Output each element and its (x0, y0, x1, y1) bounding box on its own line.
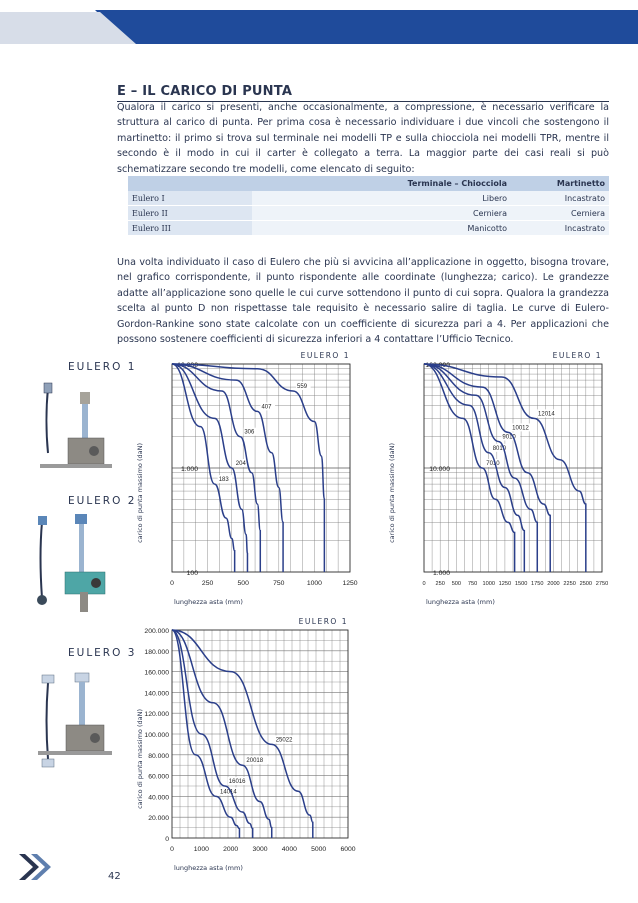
table-cell: Cerniera (252, 206, 511, 221)
eulero-3-label: EULERO 3 (68, 647, 137, 659)
y-tick-label: 1.000 (180, 466, 198, 473)
y-tick-label: 200.000 (144, 628, 169, 635)
y-tick-label: 0 (165, 836, 169, 843)
series-label: 12014 (538, 411, 555, 418)
chart-title: EULERO 1 (552, 351, 602, 360)
x-tick-label: 750 (273, 580, 285, 587)
x-tick-label: 2250 (563, 581, 576, 587)
x-tick-label: 750 (467, 581, 478, 587)
y-tick-label: 60.000 (148, 773, 169, 781)
section-title: E – IL CARICO DI PUNTA (117, 84, 293, 99)
body-paragraph: Una volta individuato il caso di Eulero che più si avvicina all’applicazione in oggetto, bisogna trovare, nel grafico corrispondente, il punto rispondente alle coordinate (lunghezza; carico). Le grandezze adatte all’applicazione sono quelle le cui curve sottendono il punto di cui sopra. Qualora la grandezza scelta al punto D non rispettasse tale requisito è necessario salire di taglia. Le curve di Eulero-Gordon-Rankine sono state calcolate con un coefficiente di sicurezza pari a 4. Per applicazioni che possono sostenere coefficienti di sicurezza inferiori a 4 contattare l’Ufficio Tecnico. (117, 257, 609, 346)
x-tick-label: 2750 (595, 581, 609, 587)
y-tick-label: 100.000 (144, 732, 169, 739)
y-tick-label: 120.000 (144, 711, 169, 719)
x-tick-label: 1750 (531, 581, 544, 587)
eulero-1-label: EULERO 1 (68, 361, 137, 373)
x-tick-label: 500 (237, 580, 249, 587)
euler-constraints-table (128, 176, 609, 236)
series-label: 25022 (275, 737, 293, 744)
y-tick-label: 160.000 (144, 669, 169, 677)
x-axis-label: lunghezza asta (mm) (174, 598, 243, 606)
eulero-2-illustration (30, 510, 120, 615)
brand-logo-icon (17, 852, 51, 882)
y-tick-label: 1.000 (432, 570, 450, 577)
table-header-cell: Terminale – Chiocciola (252, 176, 511, 191)
eulero-1-illustration (30, 378, 120, 478)
x-tick-label: 3000 (252, 846, 268, 853)
table-header-cell (128, 176, 252, 191)
eulero-2-label: EULERO 2 (68, 495, 137, 507)
table-cell: Cerniera (511, 206, 609, 221)
x-tick-label: 1250 (342, 580, 358, 587)
table-cell: Libero (252, 191, 511, 206)
series-label: 20018 (246, 758, 264, 765)
x-tick-label: 2500 (579, 581, 593, 587)
intro-paragraph: Qualora il carico si presenti, anche occasionalmente, a compressione, è necessario verificare la struttura al carico di punta. Per prima cosa è necessario individuare i due vincoli che sostengono il martinetto: il primo si trova sul terminale nei modelli TP e sulla chiocciola nei modelli TPR, mentre il secondo è il modo in cui il carter è collegato a terra. La maggior parte dei casi reali si può schematizzare secondo tre modelli, come elencato di seguito: (117, 102, 609, 175)
y-tick-label: 100.000 (425, 362, 450, 369)
x-tick-label: 4000 (281, 846, 297, 853)
chart-title: EULERO 1 (298, 617, 348, 626)
y-tick-label: 10.000 (429, 466, 450, 473)
series-label: 14014 (220, 789, 237, 796)
chart-eulero-1-small (128, 346, 368, 614)
x-tick-label: 0 (170, 846, 174, 853)
series-label: 204 (235, 461, 246, 467)
y-tick-label: 80.000 (148, 752, 169, 760)
table-row (128, 191, 609, 206)
series-label: 183 (218, 477, 229, 484)
x-axis-label: lunghezza asta (mm) (174, 864, 243, 872)
x-tick-label: 500 (451, 581, 462, 587)
y-axis-label: carico di punta massimo (daN) (136, 708, 144, 809)
page-number: 42 (108, 871, 121, 882)
x-tick-label: 1000 (306, 580, 322, 587)
series-label: 559 (297, 384, 308, 391)
y-tick-label: 40.000 (148, 794, 169, 802)
x-tick-label: 0 (422, 581, 426, 587)
y-tick-label: 20.000 (148, 815, 169, 823)
x-tick-label: 5000 (311, 846, 327, 853)
series-label: 407 (261, 404, 272, 411)
table-cell: Eulero I (128, 191, 252, 206)
x-tick-label: 1500 (514, 581, 528, 587)
table-row (128, 206, 609, 221)
chart-eulero-1-medium (380, 346, 612, 614)
series-label: 306 (244, 429, 255, 436)
table-row (128, 221, 609, 236)
table-header-row (128, 176, 609, 191)
table-cell: Incastrato (511, 221, 609, 236)
x-tick-label: 1000 (193, 846, 209, 853)
x-tick-label: 250 (201, 580, 214, 587)
chart-title: EULERO 1 (300, 351, 350, 360)
x-tick-label: 1000 (482, 581, 495, 587)
y-tick-label: 100 (186, 570, 198, 577)
y-tick-label: 140.000 (144, 690, 169, 698)
table-cell: Eulero III (128, 221, 252, 236)
table-cell: Manicotto (252, 221, 511, 236)
x-tick-label: 1250 (498, 581, 512, 587)
x-tick-label: 0 (170, 580, 174, 587)
x-tick-label: 2000 (547, 581, 560, 587)
y-tick-label: 180.000 (144, 648, 169, 656)
y-tick-label: 10.000 (177, 362, 198, 369)
chart-eulero-1-large (128, 614, 368, 878)
table-cell: Eulero II (128, 206, 252, 221)
eulero-3-illustration (30, 663, 120, 773)
x-axis-label: lunghezza asta (mm) (426, 598, 495, 606)
y-axis-label: carico di punta massimo (daN) (136, 442, 144, 543)
header-band (0, 0, 638, 44)
x-tick-label: 250 (435, 581, 445, 587)
series-label: 9010 (502, 434, 516, 441)
x-tick-label: 6000 (340, 846, 356, 853)
series-label: 10012 (512, 425, 529, 432)
series-label: 7010 (486, 461, 500, 467)
y-axis-label: carico di punta massimo (daN) (388, 442, 396, 543)
table-cell: Incastrato (511, 191, 609, 206)
series-label: 8010 (492, 445, 507, 452)
table-header-cell: Martinetto (511, 176, 609, 191)
series-label: 16016 (228, 779, 246, 785)
x-tick-label: 2000 (223, 846, 239, 853)
